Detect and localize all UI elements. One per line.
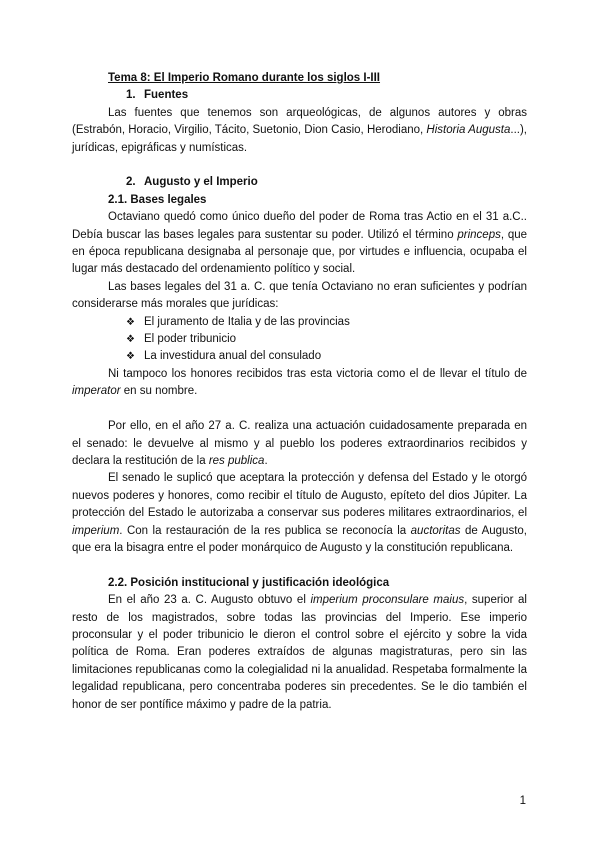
list-item-text: La investidura anual del consulado [144, 350, 322, 363]
italic-run: imperium proconsulare maius [310, 594, 465, 607]
diamond-bullet-icon: ❖ [126, 334, 135, 346]
section-heading-fuentes [126, 87, 527, 104]
spacer [72, 557, 527, 574]
section-heading-text: Fuentes [144, 89, 189, 102]
paragraph-bases-legales: Las bases legales del 31 a. C. que tenía Octaviano no eran suficientes y podrían considerarse más morales que jurídicas: [72, 280, 527, 311]
italic-run: Historia Augusta [426, 124, 511, 137]
paragraph-ano-23 [72, 592, 527, 714]
spacer [72, 157, 527, 174]
text-run: . Con la restauración de la res publica se reconocía la [119, 524, 411, 537]
document-title: Tema 8: El Imperio Romano durante los siglos I-III [108, 72, 381, 84]
list-item-text: El juramento de Italia y de las provincias [144, 315, 350, 328]
italic-run: imperium [72, 524, 120, 537]
section-number: 2. [126, 176, 136, 189]
text-run: en su nombre. [120, 385, 198, 398]
subsection-heading-bases-legales: 2.1. Bases legales [108, 193, 207, 206]
text-run: Octaviano quedó como único dueño del poder de Roma tras Actio en el 31 a.C.. Debía buscar las bases legales para sustentar su poder. Utilizó el término [72, 211, 527, 241]
text-run: , que en época republicana designaba al personaje que, por virtudes e influencia, ocupaba el lugar más destacado del ordenamiento político y social. [72, 228, 528, 276]
italic-run: imperator [72, 385, 121, 398]
italic-run: princeps [457, 228, 501, 241]
paragraph-octaviano [72, 209, 527, 279]
section-heading-augusto [126, 174, 527, 191]
text-run: . [264, 454, 268, 467]
paragraph-senado [72, 470, 527, 557]
paragraph-fuentes [72, 105, 527, 157]
list-item-text: El poder tribunicio [144, 333, 237, 346]
page-number: 1 [519, 795, 526, 807]
bullet-list [72, 314, 527, 366]
text-run: de Augusto, que era la bisagra entre el poder monárquico de Augusto y la constitución republicana. [72, 524, 527, 554]
section-number: 1. [126, 89, 136, 102]
text-run: El senado le suplicó que aceptara la protección y defensa del Estado y le otorgó nuevos poderes y honores, como recibir el título de Augusto, epíteto del dios Júpiter. La protección del Estado le autorizaba a conservar sus poderes militares extraordinarios, el [72, 472, 527, 520]
text-run: Ni tampoco los honores recibidos tras esta victoria como el de llevar el título de [108, 367, 527, 380]
diamond-bullet-icon: ❖ [126, 316, 135, 328]
diamond-bullet-icon: ❖ [126, 351, 135, 363]
paragraph-ano-27 [72, 418, 527, 470]
document-body [72, 70, 527, 714]
section-heading-text: Augusto y el Imperio [144, 176, 258, 189]
italic-run: auctoritas [410, 524, 461, 537]
subsection-heading-posicion: 2.2. Posición institucional y justificación ideológica [108, 576, 390, 589]
text-run: Por ello, en el año 27 a. C. realiza una actuación cuidadosamente preparada en el senado: le devuelve al mismo y al pueblo los poderes extraordinarios recibidos y declara la restitución de la [72, 420, 527, 467]
spacer [72, 401, 527, 418]
list-item [126, 314, 527, 331]
italic-run: res publica [208, 454, 265, 467]
paragraph-honores [72, 366, 527, 401]
text-run: ...), jurídicas, epigráficas y numísticas. [72, 124, 528, 154]
text-run: Las fuentes que tenemos son arqueológicas, de algunos autores y obras (Estrabón, Horacio, Virgilio, Tácito, Suetonio, Dion Casio, Herodiano, [72, 106, 527, 137]
list-item [126, 331, 527, 348]
text-run: , superior al resto de los magistrados, sobre todas las provincias del Imperio. Ese imperio proconsular y el poder tribunicio le dieron el control sobre el ejército y sobre la vida política de Roma. Eran poderes extraídos de algunas magistraturas, pero sin las limitaciones republicanas como la colegialidad ni la anualidad. Respetaba formalmente la legalidad republicana, pero concentraba poderes sin precedentes. Se le dio también el honor de ser pontífice máximo y padre de la patria. [72, 594, 527, 711]
list-item [126, 348, 527, 365]
text-run: En el año 23 a. C. Augusto obtuvo el [108, 594, 311, 607]
